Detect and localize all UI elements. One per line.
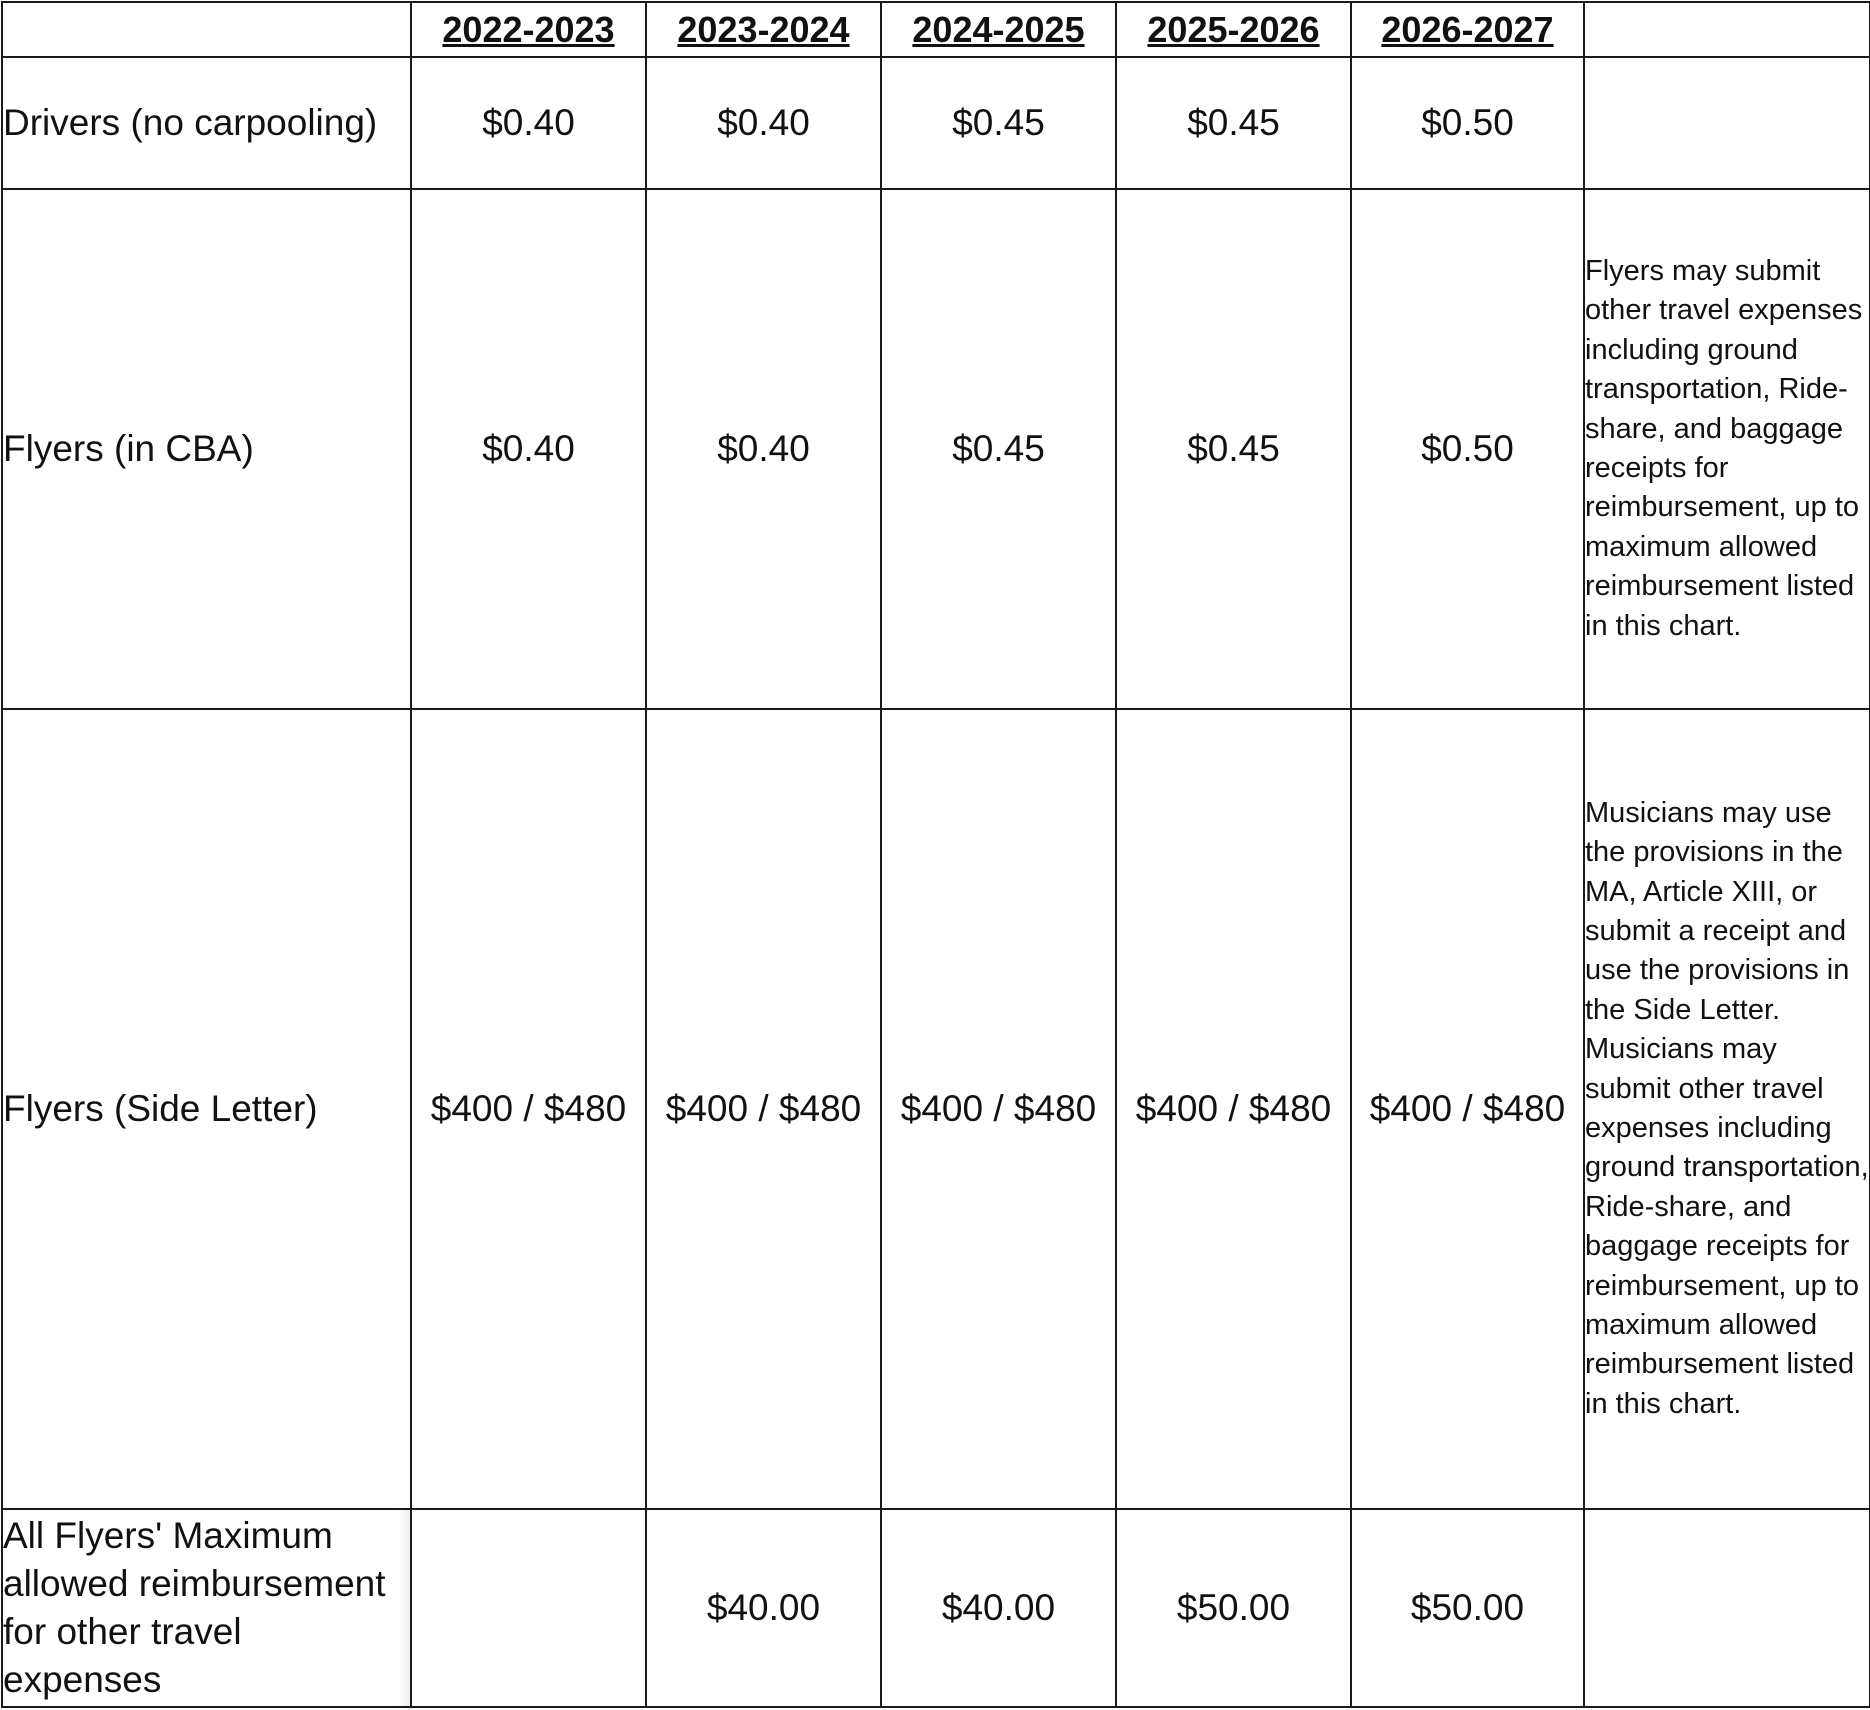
row-label: Flyers (in CBA) [2,189,411,709]
table-cell: $400 / $480 [646,709,881,1509]
table-cell: $40.00 [646,1509,881,1707]
table-cell: $0.50 [1351,57,1584,189]
reimbursement-rates-table [1,1,1870,1708]
table-cell: $400 / $480 [881,709,1116,1509]
table-cell: $50.00 [1351,1509,1584,1707]
row-note [1584,1509,1870,1707]
table-cell: $0.45 [1116,189,1351,709]
row-note: Flyers may submit other travel expenses including ground transportation, Ride-share, and baggage receipts for reimbursement, up to maximum allowed reimbursement listed in this chart. [1584,189,1870,709]
table-cell: $0.45 [881,189,1116,709]
table-cell: $0.50 [1351,189,1584,709]
table-row [2,709,1870,1509]
column-header-2022-2023: 2022-2023 [411,2,646,57]
header-empty-cell [2,2,411,57]
column-header-2025-2026: 2025-2026 [1116,2,1351,57]
column-header-2023-2024: 2023-2024 [646,2,881,57]
column-header-2026-2027: 2026-2027 [1351,2,1584,57]
header-notes-cell [1584,2,1870,57]
row-note [1584,57,1870,189]
table-cell: $0.45 [881,57,1116,189]
table-cell: $400 / $480 [411,709,646,1509]
table-cell: $40.00 [881,1509,1116,1707]
table-cell: $0.40 [411,57,646,189]
table-cell: $0.45 [1116,57,1351,189]
table-row [2,1509,1870,1707]
table-cell: $400 / $480 [1116,709,1351,1509]
table-row [2,189,1870,709]
table-cell: $0.40 [646,189,881,709]
table-cell: $0.40 [646,57,881,189]
row-label: All Flyers' Maximum allowed reimbursement for other travel expenses [2,1509,411,1707]
table-cell: $0.40 [411,189,646,709]
table-cell: $400 / $480 [1351,709,1584,1509]
table-cell [411,1509,646,1707]
table-row [2,57,1870,189]
column-header-2024-2025: 2024-2025 [881,2,1116,57]
row-label: Drivers (no carpooling) [2,57,411,189]
row-label: Flyers (Side Letter) [2,709,411,1509]
row-note: Musicians may use the provisions in the MA, Article XIII, or submit a receipt and use the provisions in the Side Letter. Musicians may submit other travel expenses including ground transportation, Ride-share, and baggage receipts for reimbursement, up to maximum allowed reimbursement listed in this chart. [1584,709,1870,1509]
table-cell: $50.00 [1116,1509,1351,1707]
header-row [2,2,1870,57]
